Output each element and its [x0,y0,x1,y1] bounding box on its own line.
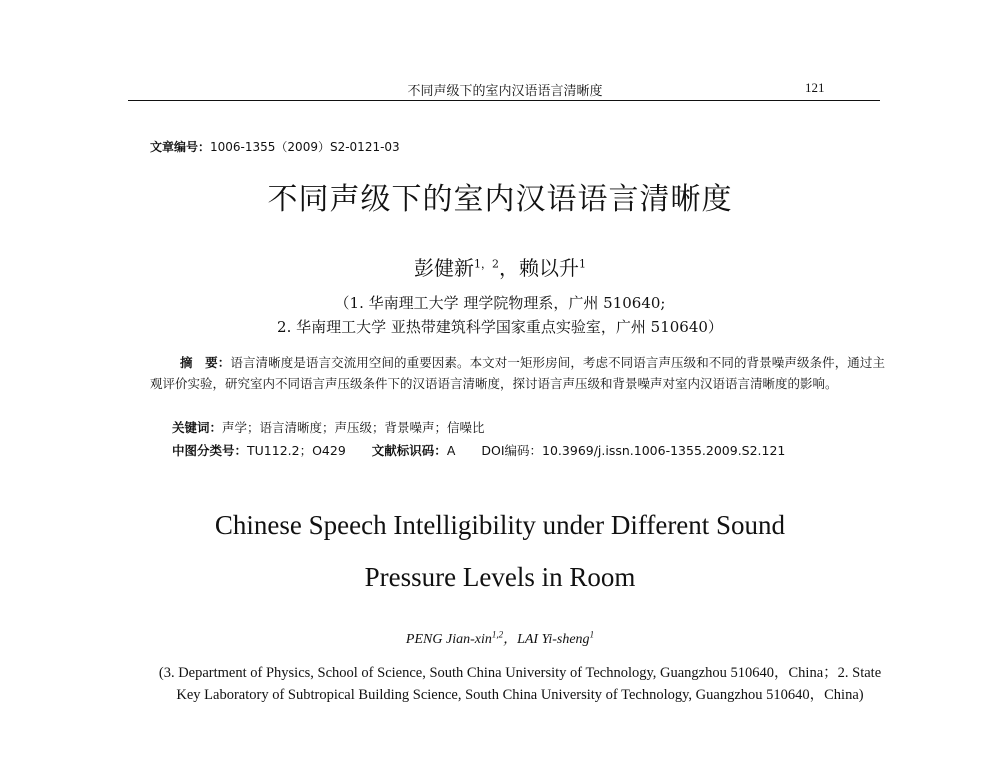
author-2-en: LAI Yi-sheng [517,632,590,647]
keywords [172,418,485,436]
author-1-en: PENG Jian-xin [405,632,492,647]
header-rule [128,100,880,101]
article-number-value: 1006-1355（2009）S2-0121-03 [210,140,400,154]
classification-line [172,441,785,459]
page-number: 121 [805,80,825,95]
author-separator-en: ， [503,632,518,647]
author-2-en-affil: 1 [589,629,595,640]
doi-value: 10.3969/j.issn.1006-1355.2009.S2.121 [542,443,786,458]
chinese-title: 不同声级下的室内汉语语言清晰度 [267,182,733,217]
author-separator-cn: ， [499,256,519,280]
author-2-cn-affil: 1 [579,257,586,271]
english-title-line-1: Chinese Speech Intelligibility under Different Sound [214,510,786,540]
abstract [150,352,885,394]
author-1-cn-affil: 1，2 [474,257,499,271]
abstract-label: 摘 要： [180,355,231,370]
doc-code-value: A [446,443,456,458]
keywords-text: 声学；语言清晰度；声压级；背景噪声；信噪比 [222,420,485,435]
doi-label: DOI编码： [481,443,543,458]
keywords-label: 关键词： [172,420,223,435]
english-title-line-2: Pressure Levels in Room [364,562,636,592]
author-1-en-affil: 1,2 [491,629,504,640]
chinese-authors [0,252,1000,281]
clc-label: 中图分类号： [172,443,248,458]
chinese-affiliation-1: （1. 华南理工大学 理学院物理系，广州 510640; [334,294,666,312]
chinese-affiliation-2: 2. 华南理工大学 亚热带建筑科学国家重点实验室，广州 510640） [277,318,723,336]
english-affiliations: (3. Department of Physics, School of Science, South China University of Technology, Guangzhou 510640，China；2. State Key Laboratory of Subtropical Building Science, South China University of Technology, Guangzhou 510640，China) [158,665,882,703]
doc-code-label: 文献标识码： [371,443,447,458]
author-2-cn: 赖以升 [519,256,579,280]
abstract-text: 语言清晰度是语言交流用空间的重要因素。本文对一矩形房间，考虑不同语言声压级和不同的背景噪声级条件，通过主观评价实验，研究室内不同语言声压级条件下的汉语语言清晰度，探讨语言声压级和背景噪声对室内汉语语言清晰度的影响。 [150,355,885,391]
author-1-cn: 彭健新 [414,256,474,280]
english-authors [0,628,1000,648]
running-header-title: 不同声级下的室内汉语语言清晰度 [407,84,603,99]
article-number-label: 文章编号： [150,140,211,154]
clc-value: TU112.2；O429 [247,443,346,458]
article-number [150,138,400,155]
